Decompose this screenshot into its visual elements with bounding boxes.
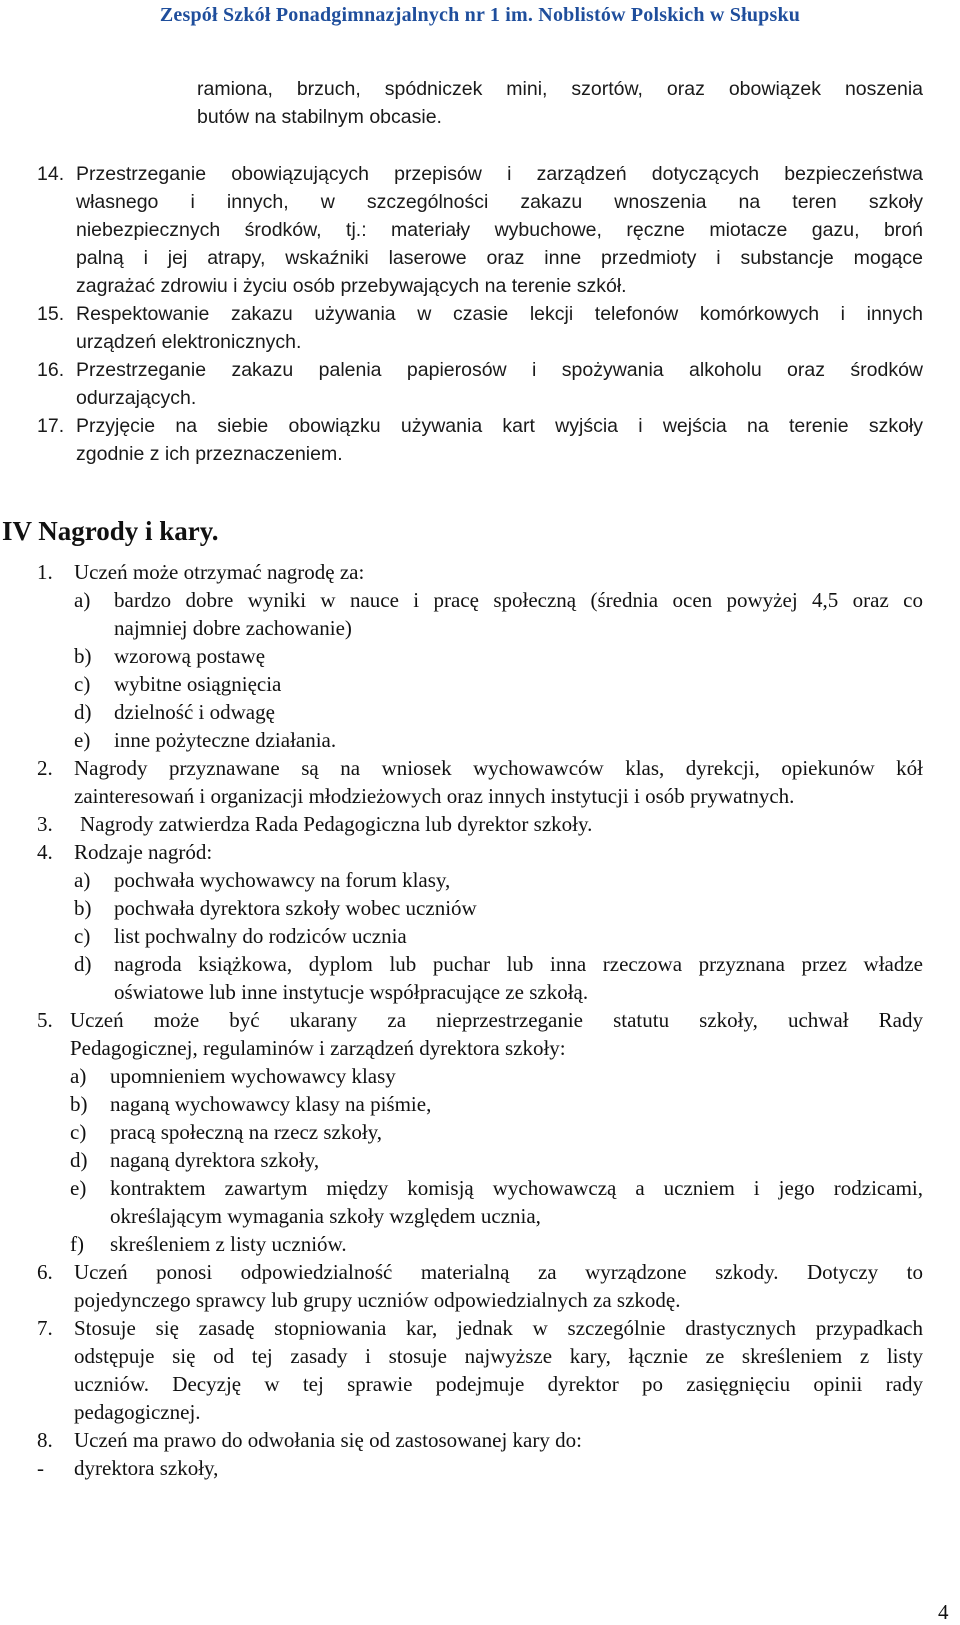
- list-item-number: a): [74, 588, 91, 612]
- section-heading: IV Nagrody i kary.: [2, 516, 219, 546]
- list-item-text: kontraktem zawartym między komisją wychowawczą a uczniem i jego rodzicami,: [110, 1176, 923, 1200]
- list-item-text: inne pożyteczne działania.: [114, 728, 337, 752]
- list-item-number: 3.: [37, 812, 53, 836]
- list-item-number: -: [37, 1456, 44, 1480]
- continuation-line: ramiona, brzuch, spódniczek mini, szortów, oraz obowiązek noszenia: [197, 78, 923, 100]
- list-item-text: naganą wychowawcy klasy na piśmie,: [110, 1092, 432, 1116]
- list-item-text: list pochwalny do rodziców ucznia: [114, 924, 407, 948]
- list-item-number: c): [70, 1120, 87, 1144]
- list-item-text: skreśleniem z listy uczniów.: [110, 1232, 347, 1256]
- list-item-text: upomnieniem wychowawcy klasy: [110, 1064, 396, 1088]
- rule-number: 17.: [37, 415, 65, 437]
- rule-text-line: urządzeń elektronicznych.: [76, 331, 302, 353]
- rule-text-line: niebezpiecznych środków, tj.: materiały wybuchowe, ręczne miotacze gazu, broń: [76, 219, 923, 241]
- list-item-text: Uczeń może otrzymać nagrodę za:: [74, 560, 365, 584]
- list-item-text: bardzo dobre wyniki w nauce i pracę społeczną (średnia ocen powyżej 4,5 oraz co: [114, 588, 923, 612]
- list-item-text: uczniów. Decyzję w tej sprawie podejmuje dyrektor po zasięgnięciu opinii rady: [74, 1372, 923, 1396]
- list-item-number: b): [70, 1092, 88, 1116]
- list-item-number: b): [74, 644, 92, 668]
- list-item-text: zainteresowań i organizacji młodzieżowych oraz innych instytucji i osób prywatnych.: [74, 784, 795, 808]
- list-item-number: 4.: [37, 840, 53, 864]
- list-item-text: odstępuje się od tej zasady i stosuje najwyższe kary, łącznie ze skreśleniem z listy: [74, 1344, 923, 1368]
- rule-text-line: zagrażać zdrowiu i życiu osób przebywających na terenie szkół.: [76, 275, 627, 297]
- list-item-number: e): [70, 1176, 87, 1200]
- list-item-text: pracą społeczną na rzecz szkoły,: [110, 1120, 383, 1144]
- list-item-number: d): [70, 1148, 88, 1172]
- list-item-text: Nagrody zatwierdza Rada Pedagogiczna lub dyrektor szkoły.: [80, 812, 593, 836]
- list-item-text: pochwała dyrektora szkoły wobec uczniów: [114, 896, 477, 920]
- rule-text-line: palną i jej atrapy, wskaźniki laserowe oraz inne przedmioty i substancje mogące: [76, 247, 923, 269]
- list-item-text: dyrektora szkoły,: [74, 1456, 219, 1480]
- rule-text-line: Respektowanie zakazu używania w czasie lekcji telefonów komórkowych i innych: [76, 303, 923, 325]
- list-item-text: Rodzaje nagród:: [74, 840, 213, 864]
- list-item-number: e): [74, 728, 91, 752]
- rule-number: 15.: [37, 303, 65, 325]
- list-item-number: a): [70, 1064, 87, 1088]
- rule-text-line: zgodnie z ich przeznaczeniem.: [76, 443, 343, 465]
- list-item-number: d): [74, 952, 92, 976]
- list-item-number: c): [74, 924, 91, 948]
- list-item-number: 1.: [37, 560, 53, 584]
- rule-number: 14.: [37, 163, 65, 185]
- list-item-number: a): [74, 868, 91, 892]
- list-item-text: Nagrody przyznawane są na wniosek wychowawców klas, dyrekcji, opiekunów kół: [74, 756, 923, 780]
- list-item-text: naganą dyrektora szkoły,: [110, 1148, 320, 1172]
- list-item-text: Uczeń może być ukarany za nieprzestrzeganie statutu szkoły, uchwał Rady: [70, 1008, 923, 1032]
- list-item-text: Stosuje się zasadę stopniowania kar, jednak w szczególnie drastycznych przypadkach: [74, 1316, 923, 1340]
- rule-text-line: Przestrzeganie obowiązujących przepisów i zarządzeń dotyczących bezpieczeństwa: [76, 163, 923, 185]
- list-item-text: Uczeń ma prawo do odwołania się od zastosowanej kary do:: [74, 1428, 582, 1452]
- rule-text-line: Przestrzeganie zakazu palenia papierosów i spożywania alkoholu oraz środków: [76, 359, 923, 381]
- list-item-number: 8.: [37, 1428, 53, 1452]
- list-item-text: pojedynczego sprawcy lub grupy uczniów odpowiedzialnych za szkodę.: [74, 1288, 681, 1312]
- rule-text-line: odurzających.: [76, 387, 197, 409]
- list-item-number: c): [74, 672, 91, 696]
- list-item-text: pedagogicznej.: [74, 1400, 201, 1424]
- list-item-text: oświatowe lub inne instytucje współpracujące ze szkołą.: [114, 980, 589, 1004]
- document-header-title: Zespół Szkół Ponadgimnazjalnych nr 1 im. Noblistów Polskich w Słupsku: [159, 4, 801, 26]
- list-item-text: Pedagogicznej, regulaminów i zarządzeń dyrektora szkoły:: [70, 1036, 566, 1060]
- list-item-number: 5.: [37, 1008, 53, 1032]
- list-item-number: b): [74, 896, 92, 920]
- list-item-number: 2.: [37, 756, 53, 780]
- list-item-number: 6.: [37, 1260, 53, 1284]
- list-item-text: określającym wymagania szkoły względem ucznia,: [110, 1204, 541, 1228]
- list-item-text: wybitne osiągnięcia: [114, 672, 282, 696]
- list-item-text: najmniej dobre zachowanie): [114, 616, 352, 640]
- list-item-text: dzielność i odwagę: [114, 700, 275, 724]
- rule-text-line: Przyjęcie na siebie obowiązku używania kart wyjścia i wejścia na terenie szkoły: [76, 415, 923, 437]
- page-number: 4: [938, 1600, 949, 1624]
- continuation-line: butów na stabilnym obcasie.: [197, 106, 442, 128]
- list-item-number: d): [74, 700, 92, 724]
- list-item-text: wzorową postawę: [114, 644, 266, 668]
- list-item-text: pochwała wychowawcy na forum klasy,: [114, 868, 451, 892]
- rule-text-line: własnego i innych, w szczególności zakazu wnoszenia na teren szkoły: [76, 191, 923, 213]
- rule-number: 16.: [37, 359, 65, 381]
- list-item-text: Uczeń ponosi odpowiedzialność materialną za wyrządzone szkody. Dotyczy to: [74, 1260, 923, 1284]
- list-item-number: 7.: [37, 1316, 53, 1340]
- list-item-text: nagroda książkowa, dyplom lub puchar lub inna rzeczowa przyznana przez władze: [114, 952, 923, 976]
- list-item-number: f): [70, 1232, 84, 1256]
